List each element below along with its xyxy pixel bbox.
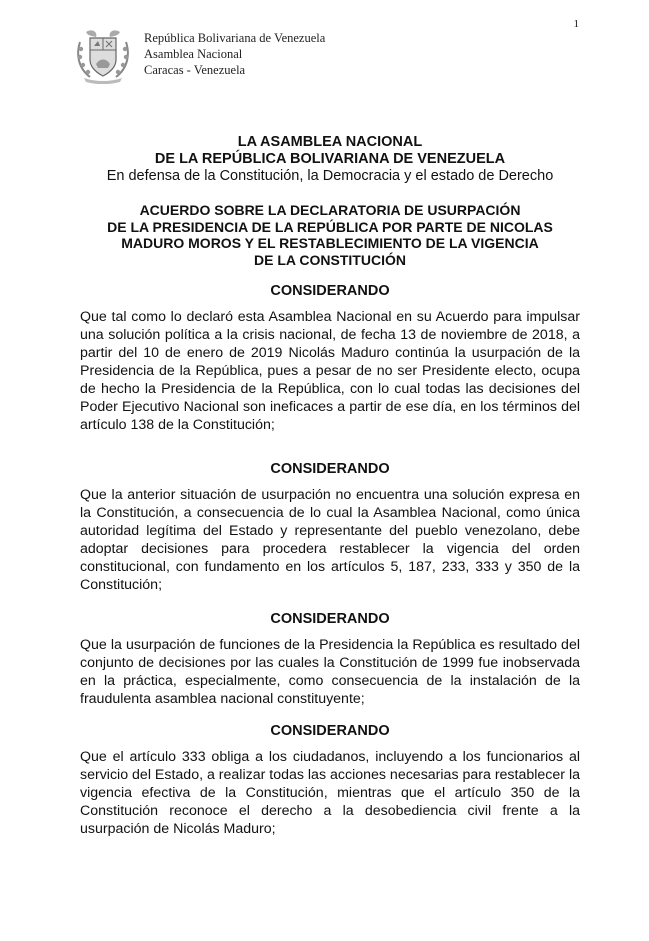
agreement-title-line-3: MADURO MOROS Y EL RESTABLECIMIENTO DE LA VIGENCIA bbox=[121, 235, 539, 251]
heading-line-2: DE LA REPÚBLICA BOLIVARIANA DE VENEZUELA bbox=[154, 151, 506, 167]
agreement-title-line-4: DE LA CONSTITUCIÓN bbox=[254, 251, 406, 268]
page-number: 1 bbox=[573, 18, 579, 30]
considerando-section-2 bbox=[80, 460, 580, 594]
considerando-paragraph: Que la anterior situación de usurpación no encuentra una solución expresa en la Constitución, a consecuencia de lo cual la Asamblea Nacional, como única autoridad legítima del Estado y representante del pueblo venezolano, debe adoptar decisiones para procedera restablecer la vigencia del orden constitucional, con fundamento en los artículos 5, 187, 233, 333 y 350 de la Constitución; bbox=[80, 487, 580, 593]
considerando-heading: CONSIDERANDO bbox=[270, 611, 390, 627]
considerando-heading: CONSIDERANDO bbox=[270, 461, 390, 477]
considerando-paragraph: Que el artículo 333 obliga a los ciudadanos, incluyendo a los funcionarios al servicio del Estado, a realizar todas las acciones necesarias para restablecer la vigencia efectiva de la Constitución, mientras que el artículo 350 de la Constitución reconoce el derecho a la desobediencia civil frente a la usurpación de Nicolás Maduro; bbox=[80, 749, 580, 837]
letterhead bbox=[72, 24, 325, 84]
considerando-paragraph: Que tal como lo declaró esta Asamblea Nacional en su Acuerdo para impulsar una solución política a la crisis nacional, de fecha 13 de noviembre de 2018, a partir del 10 de enero de 2019 Nicolás Maduro continúa la usurpación de la Presidencia de la República, pues a pesar de no ser Presidente electo, ocupa de hecho la Presidencia de la República, con lo cual todas las decisiones del Poder Ejecutivo Nacional son ineficaces a partir de ese día, en los términos del artículo 138 de la Constitución; bbox=[80, 309, 580, 433]
heading-line-1: LA ASAMBLEA NACIONAL bbox=[237, 134, 423, 150]
letterhead-line-city: Caracas - Venezuela bbox=[144, 63, 246, 77]
letterhead-line-assembly: Asamblea Nacional bbox=[144, 47, 243, 61]
agreement-title-line-2: DE LA PRESIDENCIA DE LA REPÚBLICA POR PARTE DE NICOLAS bbox=[107, 218, 553, 235]
considerando-heading: CONSIDERANDO bbox=[270, 723, 390, 739]
considerando-section-3 bbox=[80, 610, 580, 708]
agreement-title bbox=[80, 202, 580, 268]
document-body bbox=[80, 134, 580, 838]
considerando-heading: CONSIDERANDO bbox=[270, 283, 390, 299]
considerando-section-1 bbox=[80, 282, 580, 434]
agreement-title-line-1: ACUERDO SOBRE LA DECLARATORIA DE USURPACIÓN bbox=[139, 202, 521, 218]
heading-subtitle: En defensa de la Constitución, la Democracia y el estado de Derecho bbox=[106, 168, 554, 184]
considerando-paragraph: Que la usurpación de funciones de la Presidencia la República es resultado del conjunto de decisiones por las cuales la Constitución de 1999 fue inobservada en la práctica, especialmente, como consecuencia de la instalación de la fraudulenta asamblea nacional constituyente; bbox=[80, 637, 580, 707]
coat-of-arms-seal-icon bbox=[72, 24, 134, 84]
letterhead-line-country: República Bolivariana de Venezuela bbox=[144, 31, 326, 45]
considerando-section-4 bbox=[80, 722, 580, 838]
